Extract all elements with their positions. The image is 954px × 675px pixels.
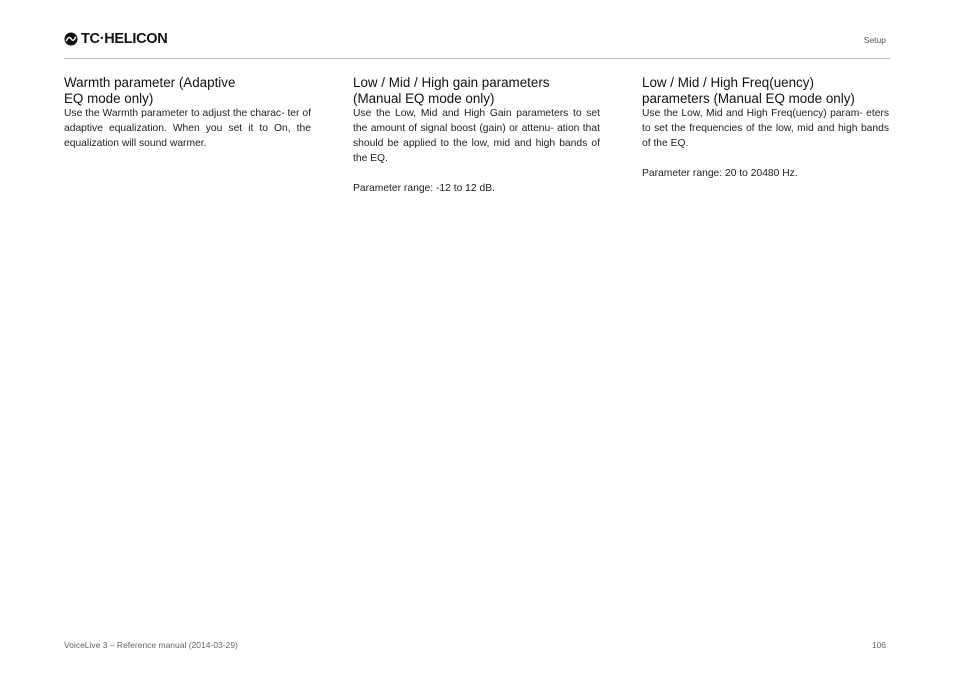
frequency-range: Parameter range: 20 to 20480 Hz. (642, 168, 798, 179)
tc-helicon-logo (64, 31, 167, 47)
warmth-heading-line2: EQ mode only) (64, 90, 154, 106)
tc-helicon-emblem-icon (64, 32, 78, 46)
column-gain (353, 75, 600, 196)
frequency-heading-line2: parameters (Manual EQ mode only) (642, 90, 855, 106)
frequency-body: Use the Low, Mid and High Freq(uency) param- eters to set the frequencies of the low, mid and high bands of the EQ. (642, 108, 889, 149)
gain-heading-line2: (Manual EQ mode only) (353, 90, 495, 106)
logo-text: TC·HELICON (81, 31, 168, 47)
column-frequency (642, 75, 889, 181)
warmth-body: Use the Warmth parameter to adjust the charac- ter of adaptive equalization. When you set it to On, the equalization will sound warmer. (64, 108, 311, 149)
footer-document-title: VoiceLive 3 – Reference manual (2014-03-29) (64, 640, 238, 650)
page-number: 106 (871, 640, 886, 650)
warmth-heading (64, 75, 311, 106)
gain-heading (353, 75, 600, 106)
column-warmth (64, 75, 311, 151)
frequency-heading (642, 75, 889, 106)
warmth-heading-line1: Warmth parameter (Adaptive (64, 75, 236, 90)
frequency-heading-line1: Low / Mid / High Freq(uency) (642, 75, 814, 90)
section-label: Setup (863, 35, 886, 45)
gain-range: Parameter range: -12 to 12 dB. (353, 183, 495, 194)
gain-body: Use the Low, Mid and High Gain parameters to set the amount of signal boost (gain) or attenu- ation that should be applied to the low, mid and high bands of the EQ. (353, 108, 600, 164)
header-divider (64, 58, 890, 59)
gain-heading-line1: Low / Mid / High gain parameters (353, 75, 550, 90)
